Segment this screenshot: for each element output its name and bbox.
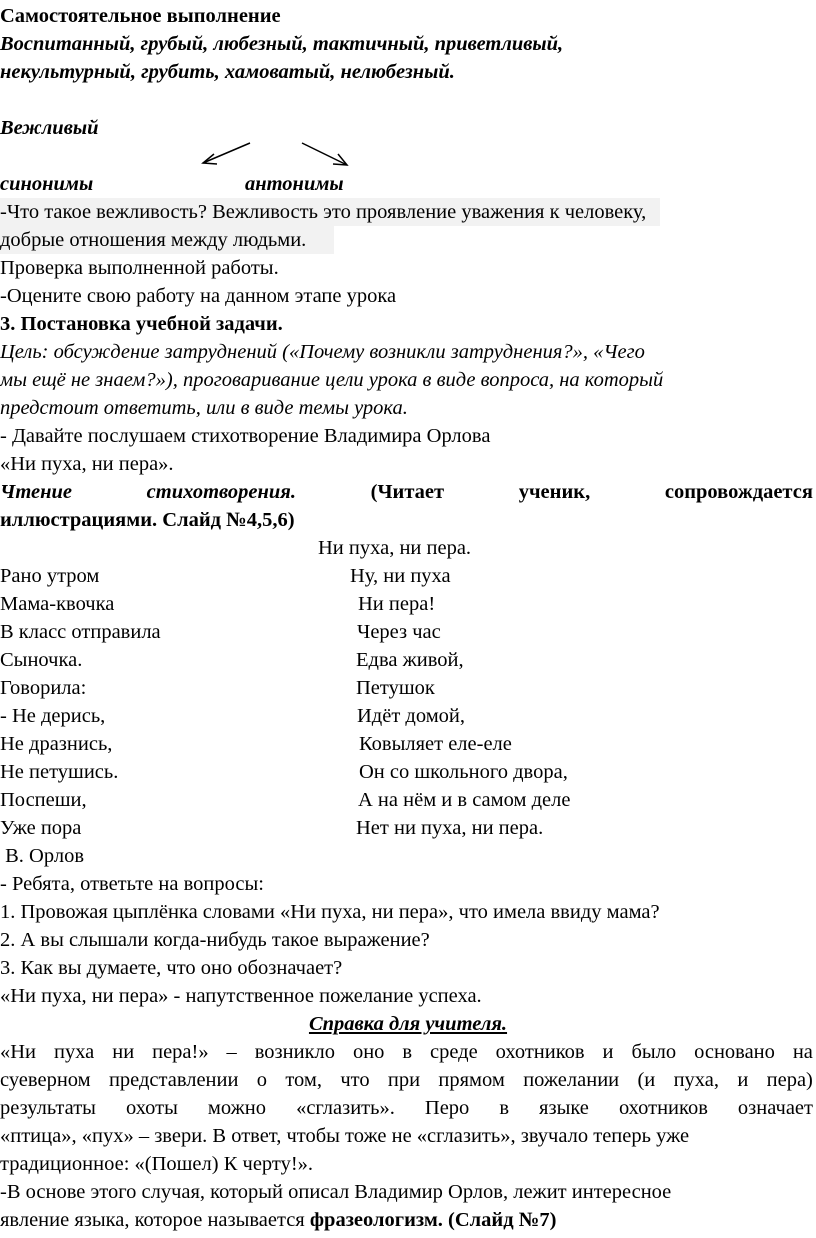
reference-word: оно	[352, 1041, 385, 1063]
reference-line-3	[0, 1094, 813, 1122]
scheme-antonyms-label: антонимы	[245, 173, 344, 195]
reference-word: «Ни	[0, 1041, 37, 1063]
reference-word: –	[226, 1041, 237, 1063]
poem-right-line: Нет ни пуха, ни пера.	[356, 817, 544, 839]
question-line-1: -Что такое вежливость? Вежливость это проявление уважения к человеку,	[0, 198, 660, 226]
question-3: 3. Как вы думаете, что оно обозначает?	[0, 957, 343, 979]
poem-left-line: Не петушись.	[0, 761, 119, 783]
scheme-synonyms-label: синонимы	[0, 173, 94, 195]
reference-line-2	[0, 1066, 813, 1094]
goal-line-2: мы ещё не знаем?»), проговаривание цели урока в виде вопроса, на который	[0, 369, 664, 391]
poem-right-line: Через час	[357, 621, 441, 643]
listen-line-2: «Ни пуха, ни пера».	[0, 453, 174, 475]
arrow-left-icon	[203, 143, 250, 163]
reference-word: охотников	[495, 1041, 585, 1063]
poem-left-line: Мама-квочка	[0, 593, 115, 615]
reference-word: пуха	[53, 1041, 95, 1063]
reference-word: пуха,	[673, 1069, 720, 1091]
reading-line	[0, 478, 813, 506]
word-list-line-1: Воспитанный, грубый, любезный, тактичный, приветливый,	[0, 33, 564, 55]
poem-left-line: Сыночка.	[0, 649, 83, 671]
reference-title: Справка для учителя.	[308, 1013, 508, 1035]
reading-line-2: иллюстрациями. Слайд №4,5,6)	[0, 509, 295, 531]
assess-line: -Оцените свою работу на данном этапе урока	[0, 285, 397, 307]
reference-word: о	[256, 1069, 268, 1091]
poem-right-line: Петушок	[356, 677, 435, 699]
arrow-left-head-icon	[203, 154, 217, 164]
reference-word: на	[792, 1041, 813, 1063]
reference-word: в	[499, 1097, 510, 1119]
reference-word: том,	[285, 1069, 323, 1091]
reference-word: и	[737, 1069, 749, 1091]
answer-line: «Ни пуха, ни пера» - напутственное пожелание успеха.	[0, 985, 482, 1007]
doc-title: Самостоятельное выполнение	[0, 5, 281, 27]
goal-line-3: предстоит ответить, или в виде темы урока.	[0, 397, 408, 419]
reading-word: сопровождается	[664, 481, 813, 503]
reference-word: что	[340, 1069, 370, 1091]
poem-title: Ни пуха, ни пера.	[318, 537, 472, 559]
question-1: 1. Провожая цыплёнка словами «Ни пуха, ни пера», что имела ввиду мама?	[0, 901, 660, 923]
reference-line-1	[0, 1038, 813, 1066]
poem-left-line: - Не дерись,	[0, 705, 106, 727]
reference-word: ни	[112, 1041, 135, 1063]
reference-word: основано	[694, 1041, 775, 1063]
reference-word: охотников	[618, 1097, 708, 1119]
reference-word: было	[631, 1041, 677, 1063]
scheme-arrows	[0, 0, 816, 200]
reference-word: (и	[637, 1069, 656, 1091]
conclusion-line-1: -В основе этого случая, который описал Владимир Орлов, лежит интересное	[0, 1181, 672, 1203]
poem-right-line: Ковыляет еле-еле	[359, 733, 512, 755]
reading-word: (Читает	[370, 481, 445, 503]
reference-word: прямом	[438, 1069, 505, 1091]
conclusion-line-2	[0, 1206, 556, 1234]
poem-right-line: Ну, ни пуха	[350, 565, 451, 587]
reference-word: в	[402, 1041, 413, 1063]
poem-right-line: Ни пера!	[358, 593, 436, 615]
reference-word: суеверном	[0, 1069, 91, 1091]
reading-word: ученик,	[518, 481, 591, 503]
question-line-2: добрые отношения между людьми.	[0, 226, 334, 254]
poem-right-line: Он со школьного двора,	[359, 761, 568, 783]
reference-word: языке	[539, 1097, 589, 1119]
poem-left-line: В класс отправила	[0, 621, 161, 643]
check-line: Проверка выполненной работы.	[0, 257, 279, 279]
poem-right-line: Едва живой,	[356, 649, 464, 671]
reference-word: результаты	[0, 1097, 96, 1119]
reference-word: можно	[207, 1097, 267, 1119]
goal-line-1: Цель: обсуждение затруднений («Почему возникли затруднения?», «Чего	[0, 341, 645, 363]
arrow-right-icon	[302, 143, 347, 165]
question-2: 2. А вы слышали когда-нибудь такое выражение?	[0, 929, 430, 951]
conclusion-plain-text: явление языка, которое называется	[0, 1209, 310, 1231]
scheme-root-word: Вежливый	[0, 117, 99, 139]
reference-word: охоты	[125, 1097, 178, 1119]
poem-left-line: Рано утром	[0, 565, 100, 587]
reading-word: стихотворения.	[146, 481, 296, 503]
reference-word: пера!»	[152, 1041, 209, 1063]
reference-word: «сглазить».	[296, 1097, 395, 1119]
poem-right-line: Идёт домой,	[357, 705, 466, 727]
section-3-heading: 3. Постановка учебной задачи.	[0, 313, 283, 335]
reference-line-5: традиционное: «(Пошел) К черту!».	[0, 1153, 314, 1175]
phraseologism-term: фразеологизм. (Слайд №7)	[309, 1209, 557, 1231]
reading-word: Чтение	[0, 481, 72, 503]
poem-left-line: Не дразнись,	[0, 733, 113, 755]
poem-left-line: Уже пора	[0, 817, 82, 839]
reference-word: представлении	[108, 1069, 239, 1091]
reference-word: при	[387, 1069, 421, 1091]
poem-left-line: Поспеши,	[0, 789, 87, 811]
reference-word: означает	[737, 1097, 813, 1119]
poem-right-line: А на нём и в самом деле	[358, 789, 571, 811]
listen-line-1: - Давайте послушаем стихотворение Владимира Орлова	[0, 425, 491, 447]
reference-word: и	[602, 1041, 614, 1063]
reference-word: среде	[430, 1041, 478, 1063]
questions-intro: - Ребята, ответьте на вопросы:	[0, 873, 264, 895]
reference-word: возникло	[254, 1041, 336, 1063]
reference-word: Перо	[424, 1097, 470, 1119]
reference-word: пера)	[766, 1069, 813, 1091]
poem-left-line: Говорила:	[0, 677, 87, 699]
poem-author: В. Орлов	[0, 845, 84, 867]
word-list-line-2: некультурный, грубить, хамоватый, нелюбезный.	[0, 61, 455, 83]
reference-word: пожелании	[523, 1069, 620, 1091]
reference-line-4: «птица», «пух» – звери. В ответ, чтобы тоже не «сглазить», звучало теперь уже	[0, 1125, 690, 1147]
